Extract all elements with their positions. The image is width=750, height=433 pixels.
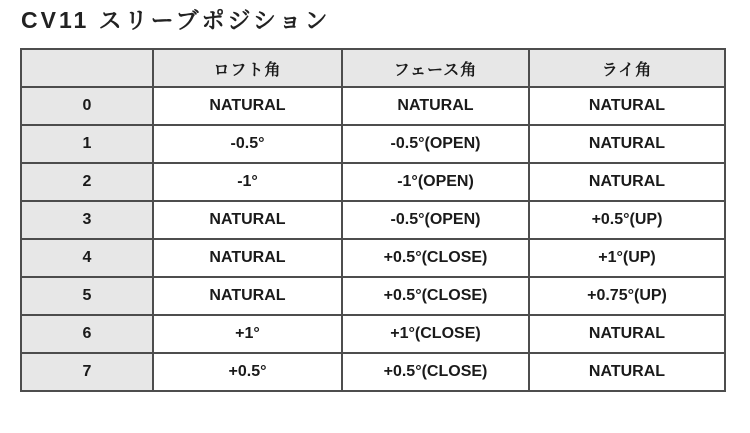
loft-cell: NATURAL xyxy=(153,201,342,239)
loft-cell: NATURAL xyxy=(153,277,342,315)
header-cell-loft: ロフト角 xyxy=(153,49,342,87)
table-row xyxy=(21,125,725,163)
table-row xyxy=(21,163,725,201)
lie-cell: +1°(UP) xyxy=(529,239,725,277)
sleeve-position-table xyxy=(20,48,726,392)
loft-cell: NATURAL xyxy=(153,239,342,277)
lie-cell: +0.5°(UP) xyxy=(529,201,725,239)
face-cell: -1°(OPEN) xyxy=(342,163,529,201)
loft-cell: +0.5° xyxy=(153,353,342,391)
loft-cell: NATURAL xyxy=(153,87,342,125)
table-row xyxy=(21,277,725,315)
page-title: CV11 スリーブポジション xyxy=(21,7,331,33)
position-cell: 7 xyxy=(21,353,153,391)
table-row xyxy=(21,353,725,391)
lie-cell: NATURAL xyxy=(529,125,725,163)
position-cell: 0 xyxy=(21,87,153,125)
position-cell: 5 xyxy=(21,277,153,315)
lie-cell: +0.75°(UP) xyxy=(529,277,725,315)
lie-cell: NATURAL xyxy=(529,163,725,201)
position-cell: 3 xyxy=(21,201,153,239)
table-row xyxy=(21,315,725,353)
lie-cell: NATURAL xyxy=(529,315,725,353)
table-row xyxy=(21,201,725,239)
position-cell: 2 xyxy=(21,163,153,201)
face-cell: -0.5°(OPEN) xyxy=(342,201,529,239)
face-cell: +0.5°(CLOSE) xyxy=(342,277,529,315)
header-cell-face: フェース角 xyxy=(342,49,529,87)
loft-cell: -1° xyxy=(153,163,342,201)
position-cell: 1 xyxy=(21,125,153,163)
table-row xyxy=(21,239,725,277)
table-row xyxy=(21,87,725,125)
loft-cell: +1° xyxy=(153,315,342,353)
face-cell: +0.5°(CLOSE) xyxy=(342,239,529,277)
position-cell: 4 xyxy=(21,239,153,277)
loft-cell: -0.5° xyxy=(153,125,342,163)
header-cell-blank xyxy=(21,49,153,87)
header-cell-lie: ライ角 xyxy=(529,49,725,87)
position-cell: 6 xyxy=(21,315,153,353)
face-cell: -0.5°(OPEN) xyxy=(342,125,529,163)
face-cell: +1°(CLOSE) xyxy=(342,315,529,353)
face-cell: +0.5°(CLOSE) xyxy=(342,353,529,391)
lie-cell: NATURAL xyxy=(529,87,725,125)
table-header-row xyxy=(21,49,725,87)
lie-cell: NATURAL xyxy=(529,353,725,391)
face-cell: NATURAL xyxy=(342,87,529,125)
